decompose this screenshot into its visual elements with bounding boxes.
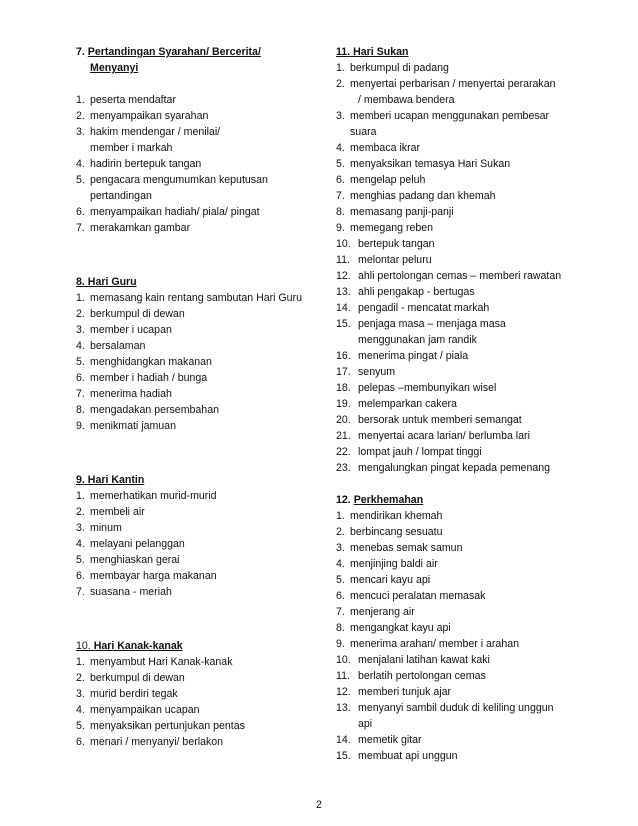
list-item: 6. mencuci peralatan memasak xyxy=(336,590,486,602)
list-item: 5. menghidangkan makanan xyxy=(76,356,212,368)
list-item: 11. berlatih pertolongan cemas xyxy=(336,670,486,682)
list-item: 7. menjerang air xyxy=(336,606,415,618)
list-item: 12. memberi tunjuk ajar xyxy=(336,686,452,698)
section-7 xyxy=(76,44,326,236)
list-item: 6. menari / menyanyi/ berlakon xyxy=(76,736,224,748)
list-item: 2. berbincang sesuatu xyxy=(336,526,443,538)
list-item: 12. ahli pertolongan cemas – memberi rawatan xyxy=(336,270,562,282)
list-item: 2. menyertai perbarisan / menyertai perarakan xyxy=(336,78,556,90)
list-item: 7. suasana - meriah xyxy=(76,586,172,598)
list-item: 4. melayani pelanggan xyxy=(76,538,185,550)
list-item: 13. ahli pengakap - bertugas xyxy=(336,286,475,298)
list-item: 4. bersalaman xyxy=(76,340,146,352)
list-item: 1. berkumpul di padang xyxy=(336,62,449,74)
list-item: 15. penjaga masa – menjaga masa xyxy=(336,318,506,330)
section-8-title xyxy=(76,274,326,290)
list-item: 11. melontar peluru xyxy=(336,254,432,266)
list-item: 13. menyanyi sambil duduk di keliling unggun xyxy=(336,702,554,714)
section-12 xyxy=(336,492,576,764)
section-9 xyxy=(76,472,326,600)
list-item: 3. member i ucapan xyxy=(76,324,172,336)
list-item: 22. lompat jauh / lompat tinggi xyxy=(336,446,482,458)
section-7-title xyxy=(76,44,326,60)
list-item-continuation: / membawa bendera xyxy=(358,94,455,106)
list-item: 1. mendirikan khemah xyxy=(336,510,443,522)
section-11-number: 11. xyxy=(336,46,351,58)
list-item: 3. menebas semak samun xyxy=(336,542,463,554)
list-item: 6. member i hadiah / bunga xyxy=(76,372,208,384)
list-item-continuation: member i markah xyxy=(90,142,173,154)
list-item: 8. memasang panji-panji xyxy=(336,206,454,218)
section-10-title-text: Hari Kanak-kanak xyxy=(93,640,183,652)
list-item: 20. bersorak untuk memberi semangat xyxy=(336,414,522,426)
list-item: 23. mengalungkan pingat kepada pemenang xyxy=(336,462,551,474)
list-item: 7. merakamkan gambar xyxy=(76,222,191,234)
section-10-number: 10. xyxy=(76,640,91,652)
right-column xyxy=(336,44,576,764)
section-7-title-line2: Menyanyi xyxy=(90,62,139,74)
section-10 xyxy=(76,638,326,750)
list-item: 16. menerima pingat / piala xyxy=(336,350,469,362)
section-11-title xyxy=(336,44,576,60)
list-item: 9. menerima arahan/ member i arahan xyxy=(336,638,519,650)
section-9-number: 9. xyxy=(76,474,85,486)
list-item: 4. menyampaikan ucapan xyxy=(76,704,200,716)
list-item: 6. mengelap peluh xyxy=(336,174,426,186)
list-item: 19. melemparkan cakera xyxy=(336,398,457,410)
section-11-title-text: Hari Sukan xyxy=(353,46,409,58)
list-item-continuation: pertandingan xyxy=(90,190,152,202)
list-item-continuation: api xyxy=(358,718,373,730)
list-item: 14. memetik gitar xyxy=(336,734,422,746)
left-column xyxy=(76,44,326,750)
list-item: 5. menyaksikan temasya Hari Sukan xyxy=(336,158,511,170)
section-8 xyxy=(76,274,326,434)
section-11 xyxy=(336,44,576,476)
list-item: 5. mencari kayu api xyxy=(336,574,431,586)
list-item: 21. menyertai acara larian/ berlumba lari xyxy=(336,430,530,442)
section-12-title-text: Perkhemahan xyxy=(353,494,424,506)
section-7-number: 7. xyxy=(76,46,85,58)
list-item: 4. membaca ikrar xyxy=(336,142,421,154)
list-item: 7. menerima hadiah xyxy=(76,388,172,400)
list-item: 5. pengacara mengumumkan keputusan xyxy=(76,174,268,186)
list-item: 2. berkumpul di dewan xyxy=(76,672,185,684)
section-9-title-text: Hari Kantin xyxy=(87,474,145,486)
list-item: 14. pengadil - mencatat markah xyxy=(336,302,490,314)
list-item: 3. memberi ucapan menggunakan pembesar xyxy=(336,110,550,122)
list-item: 3. murid berdiri tegak xyxy=(76,688,178,700)
section-9-title xyxy=(76,472,326,488)
list-item: 2. berkumpul di dewan xyxy=(76,308,185,320)
list-item: 9. menikmati jamuan xyxy=(76,420,176,432)
list-item: 7. menghias padang dan khemah xyxy=(336,190,496,202)
list-item: 3. hakim mendengar / menilai/ xyxy=(76,126,221,138)
list-item-continuation: suara xyxy=(350,126,377,138)
section-12-title xyxy=(336,492,576,508)
list-item: 18. pelepas –membunyikan wisel xyxy=(336,382,497,394)
section-12-number: 12. xyxy=(336,494,351,506)
list-item: 5. menghiaskan gerai xyxy=(76,554,180,566)
list-item: 8. mengangkat kayu api xyxy=(336,622,451,634)
list-item: 17. senyum xyxy=(336,366,396,378)
list-item: 1. menyambut Hari Kanak-kanak xyxy=(76,656,233,668)
list-item: 8. mengadakan persembahan xyxy=(76,404,219,416)
list-item: 1. memasang kain rentang sambutan Hari Guru xyxy=(76,292,302,304)
section-10-title xyxy=(76,638,326,654)
list-item: 6. menyampaikan hadiah/ piala/ pingat xyxy=(76,206,260,218)
list-item: 4. hadirin bertepuk tangan xyxy=(76,158,202,170)
list-item: 1. memerhatikan murid-murid xyxy=(76,490,217,502)
section-7-title-line1: Pertandingan Syarahan/ Bercerita/ xyxy=(87,46,261,58)
list-item: 10. menjalani latihan kawat kaki xyxy=(336,654,490,666)
page-number: 2 xyxy=(316,799,322,811)
list-item: 4. menjinjing baldi air xyxy=(336,558,438,570)
list-item: 1. peserta mendaftar xyxy=(76,94,176,106)
list-item: 2. menyampaikan syarahan xyxy=(76,110,209,122)
section-8-number: 8. xyxy=(76,276,85,288)
list-item-continuation: menggunakan jam randik xyxy=(358,334,477,346)
list-item: 5. menyaksikan pertunjukan pentas xyxy=(76,720,245,732)
section-8-title-text: Hari Guru xyxy=(87,276,137,288)
list-item: 9. memegang reben xyxy=(336,222,434,234)
list-item: 3. minum xyxy=(76,522,122,534)
list-item: 6. membayar harga makanan xyxy=(76,570,217,582)
list-item: 15. membuat api unggun xyxy=(336,750,458,762)
list-item: 2. membeli air xyxy=(76,506,145,518)
list-item: 10. bertepuk tangan xyxy=(336,238,435,250)
